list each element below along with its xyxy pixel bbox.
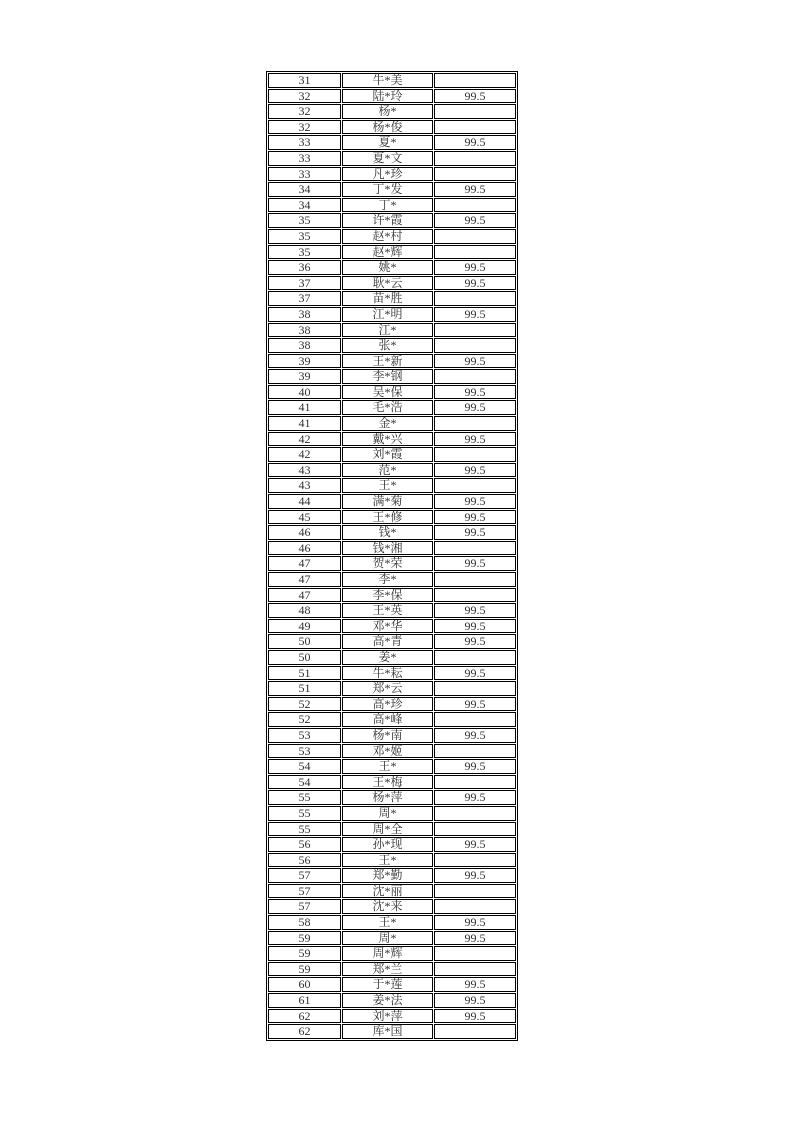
cell-name: 江*明 — [342, 307, 433, 322]
table-row — [268, 478, 516, 493]
cell-rank: 38 — [268, 307, 341, 322]
cell-rank: 44 — [268, 494, 341, 509]
table-row — [268, 260, 516, 275]
cell-rank: 34 — [268, 198, 341, 213]
table-row — [268, 1024, 516, 1039]
cell-rank: 47 — [268, 556, 341, 571]
cell-name: 王*修 — [342, 510, 433, 525]
cell-name: 陆*玲 — [342, 89, 433, 104]
cell-rank: 43 — [268, 463, 341, 478]
cell-rank: 59 — [268, 931, 341, 946]
cell-name: 高*珍 — [342, 697, 433, 712]
cell-score: 99.5 — [434, 790, 516, 805]
cell-score: 99.5 — [434, 1009, 516, 1024]
table-row — [268, 728, 516, 743]
table-row — [268, 307, 516, 322]
cell-score — [434, 369, 516, 384]
table-row — [268, 588, 516, 603]
cell-score: 99.5 — [434, 276, 516, 291]
cell-score — [434, 120, 516, 135]
cell-name: 苗*胜 — [342, 291, 433, 306]
table-row — [268, 135, 516, 150]
table-row — [268, 323, 516, 338]
table-row — [268, 775, 516, 790]
cell-rank: 51 — [268, 666, 341, 681]
table-row — [268, 853, 516, 868]
cell-name: 王*英 — [342, 603, 433, 618]
cell-rank: 59 — [268, 962, 341, 977]
cell-rank: 35 — [268, 229, 341, 244]
cell-name: 夏* — [342, 135, 433, 150]
cell-rank: 42 — [268, 447, 341, 462]
table-row — [268, 385, 516, 400]
cell-rank: 43 — [268, 478, 341, 493]
cell-rank: 53 — [268, 744, 341, 759]
table-row — [268, 744, 516, 759]
table-row — [268, 697, 516, 712]
table-row — [268, 806, 516, 821]
cell-rank: 57 — [268, 884, 341, 899]
cell-name: 邓*姬 — [342, 744, 433, 759]
cell-rank: 47 — [268, 588, 341, 603]
cell-score: 99.5 — [434, 697, 516, 712]
cell-name: 库*国 — [342, 1024, 433, 1039]
cell-rank: 50 — [268, 650, 341, 665]
cell-rank: 50 — [268, 634, 341, 649]
cell-score: 99.5 — [434, 260, 516, 275]
table-row — [268, 494, 516, 509]
cell-rank: 54 — [268, 759, 341, 774]
cell-score — [434, 744, 516, 759]
cell-rank: 54 — [268, 775, 341, 790]
cell-score — [434, 323, 516, 338]
cell-name: 高*峰 — [342, 712, 433, 727]
cell-name: 满*菊 — [342, 494, 433, 509]
cell-name: 王*梅 — [342, 775, 433, 790]
cell-score — [434, 541, 516, 556]
cell-score — [434, 946, 516, 961]
cell-name: 凡*珍 — [342, 167, 433, 182]
cell-name: 钱*湘 — [342, 541, 433, 556]
cell-score: 99.5 — [434, 213, 516, 228]
table-row — [268, 650, 516, 665]
cell-rank: 51 — [268, 681, 341, 696]
cell-name: 许*霞 — [342, 213, 433, 228]
cell-name: 王*新 — [342, 354, 433, 369]
cell-rank: 35 — [268, 245, 341, 260]
cell-score — [434, 245, 516, 260]
cell-score: 99.5 — [434, 977, 516, 992]
cell-rank: 41 — [268, 400, 341, 415]
cell-score — [434, 962, 516, 977]
cell-name: 李*钢 — [342, 369, 433, 384]
cell-rank: 46 — [268, 525, 341, 540]
table-row — [268, 619, 516, 634]
cell-score: 99.5 — [434, 915, 516, 930]
cell-score: 99.5 — [434, 182, 516, 197]
cell-score: 99.5 — [434, 400, 516, 415]
cell-score — [434, 572, 516, 587]
cell-name: 李*保 — [342, 588, 433, 603]
cell-name: 高*青 — [342, 634, 433, 649]
cell-name: 戴*兴 — [342, 432, 433, 447]
cell-name: 贺*荣 — [342, 556, 433, 571]
cell-name: 郑*勤 — [342, 868, 433, 883]
cell-score — [434, 884, 516, 899]
table-row — [268, 463, 516, 478]
cell-score — [434, 104, 516, 119]
cell-name: 刘*萍 — [342, 1009, 433, 1024]
cell-score — [434, 447, 516, 462]
cell-rank: 38 — [268, 323, 341, 338]
cell-rank: 57 — [268, 899, 341, 914]
cell-score: 99.5 — [434, 510, 516, 525]
cell-name: 姚* — [342, 260, 433, 275]
table-row — [268, 822, 516, 837]
table-row — [268, 603, 516, 618]
table-row — [268, 432, 516, 447]
cell-name: 赵*村 — [342, 229, 433, 244]
cell-name: 郑*兰 — [342, 962, 433, 977]
table-row — [268, 837, 516, 852]
cell-score: 99.5 — [434, 619, 516, 634]
cell-rank: 55 — [268, 822, 341, 837]
cell-score: 99.5 — [434, 525, 516, 540]
cell-name: 杨* — [342, 104, 433, 119]
table-row — [268, 447, 516, 462]
table-row — [268, 790, 516, 805]
cell-name: 周* — [342, 931, 433, 946]
table-row — [268, 525, 516, 540]
cell-score — [434, 198, 516, 213]
cell-rank: 36 — [268, 260, 341, 275]
cell-rank: 37 — [268, 291, 341, 306]
cell-score — [434, 775, 516, 790]
table-row — [268, 931, 516, 946]
table-row — [268, 899, 516, 914]
cell-rank: 52 — [268, 697, 341, 712]
cell-rank: 59 — [268, 946, 341, 961]
cell-score: 99.5 — [434, 494, 516, 509]
cell-score: 99.5 — [434, 759, 516, 774]
cell-rank: 31 — [268, 73, 341, 88]
cell-name: 李* — [342, 572, 433, 587]
cell-name: 沈*丽 — [342, 884, 433, 899]
cell-score — [434, 806, 516, 821]
cell-rank: 40 — [268, 385, 341, 400]
table-row — [268, 73, 516, 88]
cell-name: 刘*霞 — [342, 447, 433, 462]
cell-score: 99.5 — [434, 556, 516, 571]
cell-score: 99.5 — [434, 931, 516, 946]
cell-score: 99.5 — [434, 307, 516, 322]
cell-rank: 32 — [268, 120, 341, 135]
cell-score — [434, 588, 516, 603]
cell-rank: 47 — [268, 572, 341, 587]
cell-rank: 46 — [268, 541, 341, 556]
cell-name: 张* — [342, 338, 433, 353]
cell-score — [434, 338, 516, 353]
table-row — [268, 104, 516, 119]
cell-rank: 38 — [268, 338, 341, 353]
cell-rank: 62 — [268, 1024, 341, 1039]
cell-name: 毛*浩 — [342, 400, 433, 415]
cell-rank: 56 — [268, 853, 341, 868]
cell-rank: 62 — [268, 1009, 341, 1024]
table-row — [268, 182, 516, 197]
table-row — [268, 993, 516, 1008]
cell-name: 范* — [342, 463, 433, 478]
cell-rank: 52 — [268, 712, 341, 727]
cell-score: 99.5 — [434, 868, 516, 883]
cell-name: 王* — [342, 759, 433, 774]
cell-rank: 32 — [268, 89, 341, 104]
table-row — [268, 884, 516, 899]
cell-rank: 45 — [268, 510, 341, 525]
cell-score: 99.5 — [434, 135, 516, 150]
cell-score — [434, 478, 516, 493]
cell-rank: 33 — [268, 167, 341, 182]
cell-rank: 58 — [268, 915, 341, 930]
cell-name: 牛*耘 — [342, 666, 433, 681]
cell-score — [434, 416, 516, 431]
cell-score — [434, 853, 516, 868]
cell-name: 杨*萍 — [342, 790, 433, 805]
cell-rank: 42 — [268, 432, 341, 447]
table-row — [268, 354, 516, 369]
table-row — [268, 151, 516, 166]
cell-rank: 55 — [268, 806, 341, 821]
cell-rank: 49 — [268, 619, 341, 634]
cell-score — [434, 650, 516, 665]
cell-score: 99.5 — [434, 603, 516, 618]
cell-name: 姜* — [342, 650, 433, 665]
table-row — [268, 338, 516, 353]
table-row — [268, 89, 516, 104]
cell-score — [434, 822, 516, 837]
table-row — [268, 245, 516, 260]
table-row — [268, 868, 516, 883]
cell-name: 邓*华 — [342, 619, 433, 634]
cell-name: 王* — [342, 915, 433, 930]
table-row — [268, 1009, 516, 1024]
cell-rank: 33 — [268, 151, 341, 166]
cell-name: 江* — [342, 323, 433, 338]
cell-name: 夏*文 — [342, 151, 433, 166]
cell-score: 99.5 — [434, 432, 516, 447]
table-row — [268, 712, 516, 727]
score-table — [266, 71, 518, 1041]
cell-score: 99.5 — [434, 385, 516, 400]
cell-name: 牛*美 — [342, 73, 433, 88]
cell-rank: 61 — [268, 993, 341, 1008]
cell-rank: 55 — [268, 790, 341, 805]
table-row — [268, 198, 516, 213]
table-row — [268, 946, 516, 961]
cell-score — [434, 712, 516, 727]
cell-rank: 48 — [268, 603, 341, 618]
cell-name: 钱* — [342, 525, 433, 540]
table-row — [268, 213, 516, 228]
table-row — [268, 572, 516, 587]
table-row — [268, 541, 516, 556]
cell-rank: 35 — [268, 213, 341, 228]
cell-name: 赵*辉 — [342, 245, 433, 260]
cell-rank: 34 — [268, 182, 341, 197]
cell-score: 99.5 — [434, 634, 516, 649]
cell-rank: 39 — [268, 354, 341, 369]
table-row — [268, 977, 516, 992]
cell-score: 99.5 — [434, 993, 516, 1008]
cell-score — [434, 229, 516, 244]
cell-name: 金* — [342, 416, 433, 431]
cell-rank: 60 — [268, 977, 341, 992]
cell-name: 沈*来 — [342, 899, 433, 914]
cell-name: 姜*法 — [342, 993, 433, 1008]
cell-name: 丁*发 — [342, 182, 433, 197]
cell-score: 99.5 — [434, 463, 516, 478]
cell-score: 99.5 — [434, 728, 516, 743]
cell-name: 吴*保 — [342, 385, 433, 400]
table-row — [268, 276, 516, 291]
cell-rank: 37 — [268, 276, 341, 291]
cell-rank: 57 — [268, 868, 341, 883]
cell-name: 王* — [342, 478, 433, 493]
cell-score: 99.5 — [434, 89, 516, 104]
cell-name: 郑*云 — [342, 681, 433, 696]
cell-rank: 41 — [268, 416, 341, 431]
table-row — [268, 634, 516, 649]
cell-name: 王* — [342, 853, 433, 868]
cell-name: 孙*现 — [342, 837, 433, 852]
cell-rank: 33 — [268, 135, 341, 150]
cell-name: 周* — [342, 806, 433, 821]
cell-rank: 53 — [268, 728, 341, 743]
table-row — [268, 167, 516, 182]
cell-score — [434, 681, 516, 696]
table-row — [268, 666, 516, 681]
score-table-body — [268, 73, 516, 1039]
table-row — [268, 915, 516, 930]
table-row — [268, 120, 516, 135]
table-row — [268, 962, 516, 977]
cell-rank: 32 — [268, 104, 341, 119]
cell-score: 99.5 — [434, 354, 516, 369]
cell-name: 耿*云 — [342, 276, 433, 291]
cell-name: 杨*俊 — [342, 120, 433, 135]
table-row — [268, 556, 516, 571]
table-row — [268, 369, 516, 384]
table-row — [268, 400, 516, 415]
cell-rank: 56 — [268, 837, 341, 852]
cell-score — [434, 73, 516, 88]
cell-score: 99.5 — [434, 837, 516, 852]
table-row — [268, 416, 516, 431]
table-row — [268, 681, 516, 696]
cell-name: 周*全 — [342, 822, 433, 837]
cell-score — [434, 167, 516, 182]
cell-name: 杨*南 — [342, 728, 433, 743]
cell-score — [434, 151, 516, 166]
table-row — [268, 229, 516, 244]
table-row — [268, 759, 516, 774]
cell-name: 于*莲 — [342, 977, 433, 992]
cell-score — [434, 291, 516, 306]
cell-score — [434, 899, 516, 914]
table-row — [268, 291, 516, 306]
cell-name: 丁* — [342, 198, 433, 213]
cell-score — [434, 1024, 516, 1039]
cell-score: 99.5 — [434, 666, 516, 681]
cell-name: 周*辉 — [342, 946, 433, 961]
table-row — [268, 510, 516, 525]
cell-rank: 39 — [268, 369, 341, 384]
